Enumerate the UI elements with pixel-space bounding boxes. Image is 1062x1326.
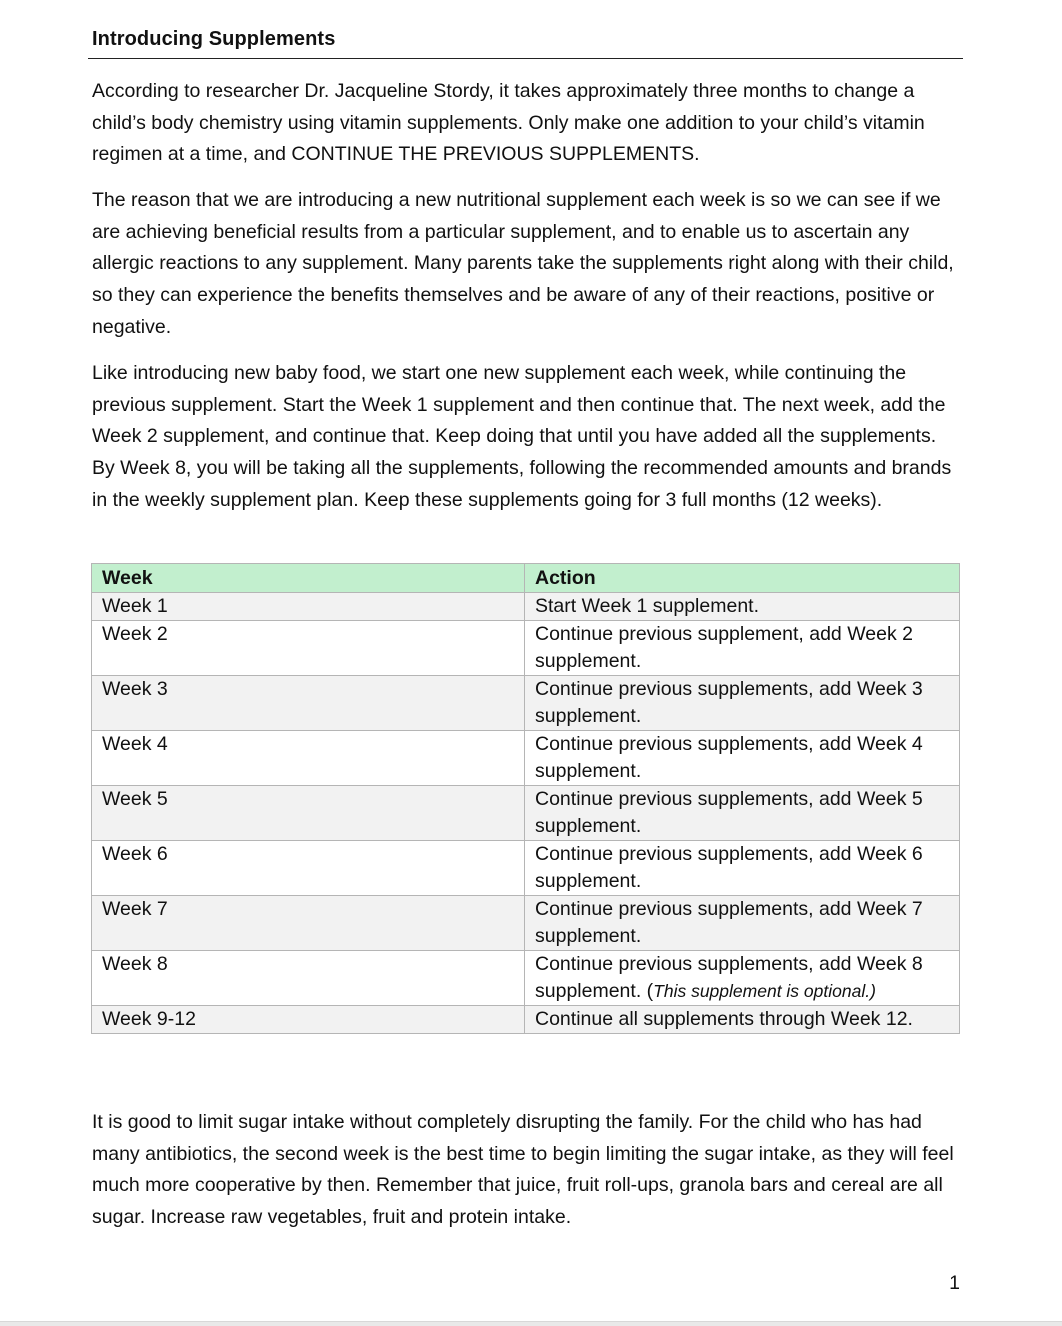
optional-note: This supplement is optional.)	[653, 981, 876, 1001]
action-cell: Continue previous supplements, add Week 6 supplement.	[525, 841, 960, 896]
week-cell: Week 4	[92, 731, 525, 786]
week-cell: Week 1	[92, 593, 525, 621]
week-cell: Week 7	[92, 896, 525, 951]
week-cell: Week 8	[92, 951, 525, 1006]
supplement-plan-table	[91, 563, 960, 1034]
paragraph-schedule: Like introducing new baby food, we start one new supplement each week, while continuing the previous supplement. Start the Week 1 supplement and then continue that. The next week, add the Week 2 supplement, and continue that. Keep doing that until you have added all the supplements. By Week 8, you will be taking all the supplements, following the recommended amounts and brands in the weekly supplement plan. Keep these supplements going for 3 full months (12 weeks).	[92, 362, 952, 511]
table-row	[92, 731, 960, 786]
paragraph-reason: The reason that we are introducing a new nutritional supplement each week is so we can see if we are achieving beneficial results from a particular supplement, and to enable us to ascertain any allergic reactions to any supplement. Many parents take the supplements right along with their child, so they can experience the benefits themselves and be aware of any of their reactions, positive or negative.	[92, 189, 954, 338]
column-header-week: Week	[92, 564, 525, 593]
table-row	[92, 896, 960, 951]
page-number: 1	[949, 1272, 960, 1294]
page-bottom-edge	[0, 1321, 1062, 1326]
table-row	[92, 676, 960, 731]
action-cell: Continue all supplements through Week 12.	[525, 1006, 960, 1034]
action-cell: Continue previous supplements, add Week 7 supplement.	[525, 896, 960, 951]
week-cell: Week 6	[92, 841, 525, 896]
table-row	[92, 593, 960, 621]
week-cell: Week 3	[92, 676, 525, 731]
action-text: Continue previous supplements, add Week 8 supplement. (	[535, 953, 923, 1002]
action-cell: Continue previous supplement, add Week 2 supplement.	[525, 621, 960, 676]
action-cell	[525, 951, 960, 1006]
paragraph-sugar: It is good to limit sugar intake without completely disrupting the family. For the child who has had many antibiotics, the second week is the best time to begin limiting the sugar intake, as they will feel much more cooperative by then. Remember that juice, fruit roll-ups, granola bars and cereal are all sugar. Increase raw vegetables, fruit and protein intake.	[92, 1111, 954, 1229]
table-row	[92, 951, 960, 1006]
table-row	[92, 841, 960, 896]
action-cell: Continue previous supplements, add Week 5 supplement.	[525, 786, 960, 841]
table-row	[92, 621, 960, 676]
action-cell: Continue previous supplements, add Week 4 supplement.	[525, 731, 960, 786]
paragraph-intro: According to researcher Dr. Jacqueline Stordy, it takes approximately three months to change a child’s body chemistry using vitamin supplements. Only make one addition to your child’s vitamin regimen at a time, and CONTINUE THE PREVIOUS SUPPLEMENTS.	[92, 80, 925, 166]
table-row	[92, 786, 960, 841]
week-cell: Week 9-12	[92, 1006, 525, 1034]
table-row	[92, 1006, 960, 1034]
action-cell: Start Week 1 supplement.	[525, 593, 960, 621]
column-header-action: Action	[525, 564, 960, 593]
heading-block	[88, 28, 963, 59]
week-cell: Week 2	[92, 621, 525, 676]
week-cell: Week 5	[92, 786, 525, 841]
table-header-row	[92, 564, 960, 593]
page-title: Introducing Supplements	[92, 28, 336, 50]
action-cell: Continue previous supplements, add Week 3 supplement.	[525, 676, 960, 731]
